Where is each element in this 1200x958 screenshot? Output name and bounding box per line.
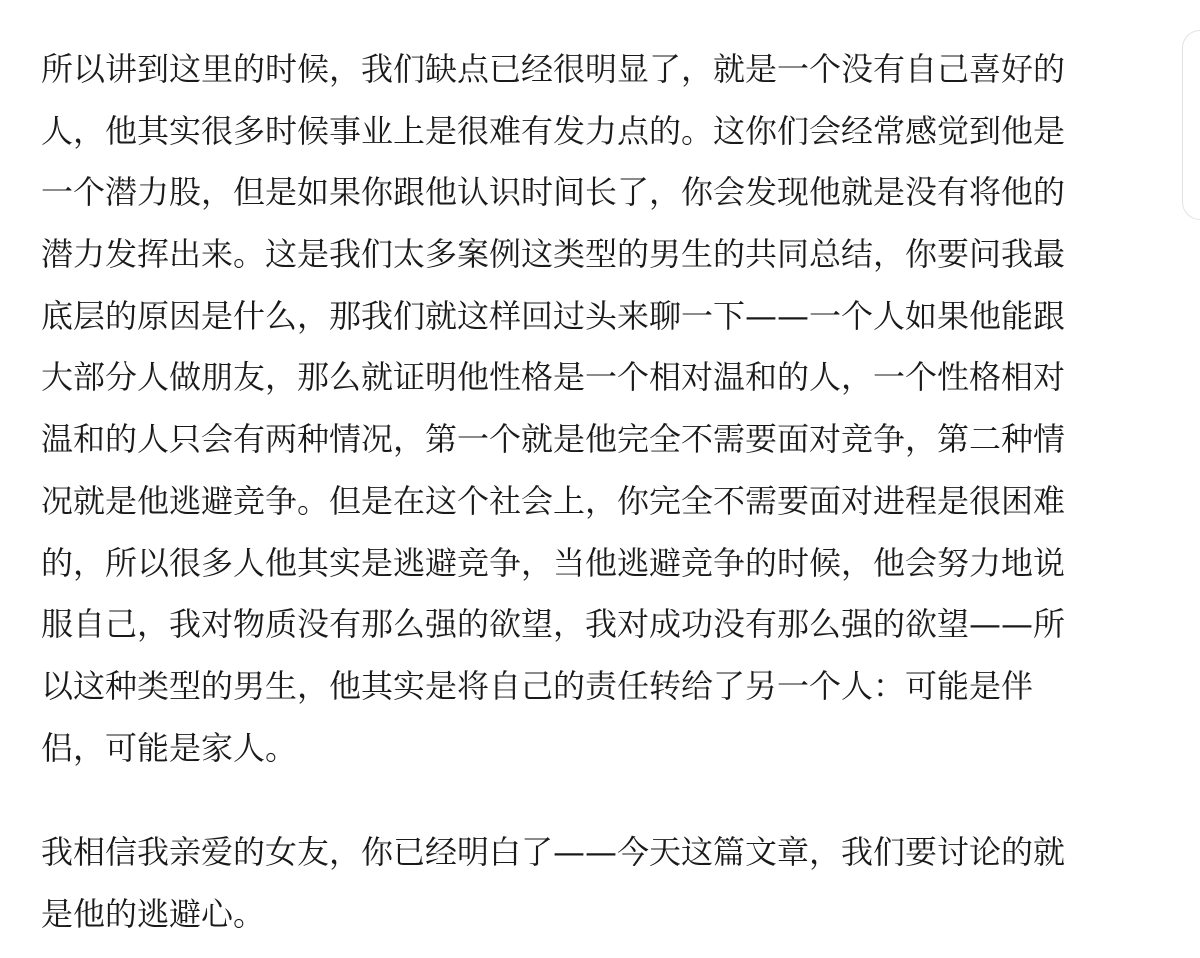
scroll-handle[interactable]: [1182, 30, 1200, 220]
text-line: 服自己，我对物质没有那么强的欲望，我对成功没有那么强的欲望——所: [41, 605, 1066, 644]
text-line: 大部分人做朋友，那么就证明他性格是一个相对温和的人，一个性格相对: [41, 358, 1066, 397]
text-line: 是他的逃避心。: [41, 894, 266, 933]
paragraph: [41, 822, 1171, 945]
text-line: 人，他其实很多时候事业上是很难有发力点的。这你们会经常感觉到他是: [41, 111, 1066, 150]
text-line: 所以讲到这里的时候，我们缺点已经很明显了，就是一个没有自己喜好的: [41, 50, 1066, 88]
text-line: 以这种类型的男生，他其实是将自己的责任转给了另一个人：可能是伴: [41, 666, 1034, 705]
text-line: 我相信我亲爱的女友，你已经明白了——今天这篇文章，我们要讨论的就: [41, 833, 1066, 871]
text-line: 底层的原因是什么，那我们就这样回过头来聊一下——一个人如果他能跟: [41, 296, 1066, 335]
text-line: 侣，可能是家人。: [41, 728, 298, 767]
text-line: 潜力发挥出来。这是我们太多案例这类型的男生的共同总结，你要问我最: [41, 235, 1066, 274]
text-line: 况就是他逃避竞争。但是在这个社会上，你完全不需要面对进程是很困难: [41, 481, 1066, 520]
text-line: 温和的人只会有两种情况，第一个就是他完全不需要面对竞争，第二种情: [41, 420, 1066, 459]
paragraph: [41, 39, 1171, 779]
text-line: 一个潜力股，但是如果你跟他认识时间长了，你会发现他就是没有将他的: [41, 173, 1066, 212]
text-line: 的，所以很多人他其实是逃避竞争，当他逃避竞争的时候，他会努力地说: [41, 543, 1066, 582]
